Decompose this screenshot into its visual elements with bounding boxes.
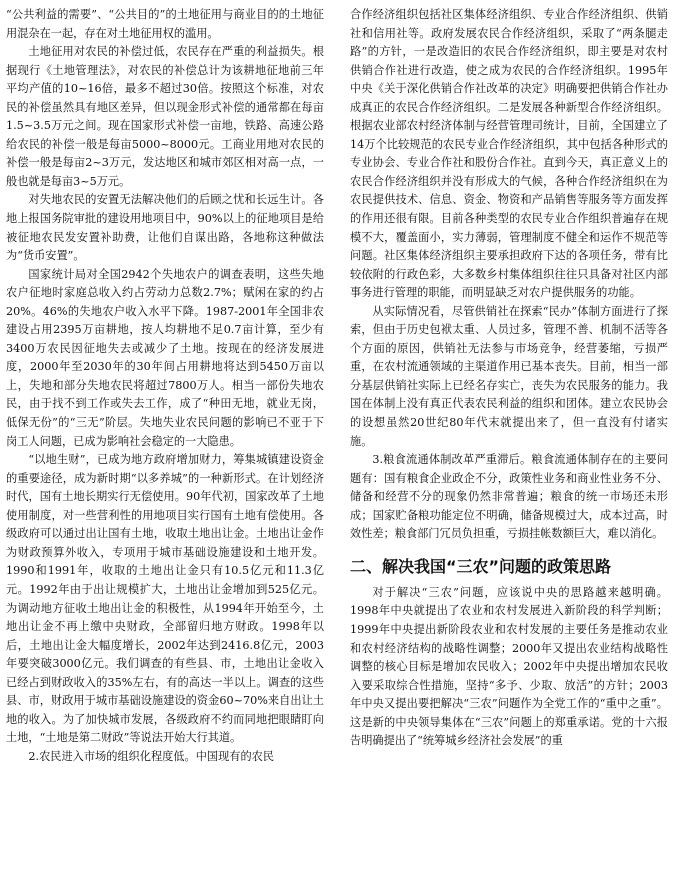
paragraph: 对失地农民的安置无法解决他们的后顾之忧和长远生计。各地上报国务院审批的建设用地项目中，90%以上的征地项目是给被征地农民发安置补助费，让他们自谋出路，各地称这种做法为“货币安置”。	[6, 193, 324, 263]
paragraph: 合作经济组织包括社区集体经济组织、专业合作经济组织、供销社和信用社等。政府发展农民合作经济组织，采取了“两条腿走路”的方针，一是改造旧的农民合作经济组织，即主要是对农村供销合作社进行改造，使之成为农民的合作经济组织。1995年中央《关于深化供销合作社改革的决定》明确要把供销合作社办成真正的农民合作经济组织。二是发展各种新型合作经济组织。根据农业部农村经济体制与经营管理司统计，目前，全国建立了14万个比较规范的农民专业合作经济组织，其中包括各种形式的专业协会、专业合作社和股份合作社。直到今天，真正意义上的农民合作经济组织并没有形成大的气候，各种合作经济组织在为农民提供技术、信息、资金、物资和产品销售等服务等方面发挥的作用还很有限。目前各种类型的农民专业合作组织普遍存在规模不大，覆盖面小，实力薄弱，管理制度不健全和运作不规范等问题。社区集体经济组织主要承担政府下达的各项任务，带有比较依附的行政色彩，大多数乡村集体组织往往只具备对社区内部事务进行管理的职能，而明显缺乏对农户提供服务的功能。	[350, 8, 668, 300]
paragraph: 土地征用对农民的补偿过低，农民存在严重的利益损失。根据现行《土地管理法》，对农民的补偿总计为该耕地征地前三年平均产值的10~16倍，最多不超过30倍。按照这个标准，对农民的补偿虽然具有地区差异，但以现金形式补偿的通常都在每亩1.5~3.5万元之间。现在国家形式补偿一亩地，铁路、高速公路给农民的补偿一般是每亩5000~8000元。工商业用地对农民的补偿一般是每亩2~3万元，发达地区和城市郊区相对高一点，一般也就是每亩3~5万元。	[6, 45, 324, 188]
section-heading: 二、解决我国“三农”问题的政策思路	[350, 556, 612, 576]
paragraph: 国家统计局对全国2942个失地农户的调查表明，这些失地农户征地时家庭总收入约占劳动力总数2.7%；赋闲在家的约占20%。46%的失地农户收入水平下降。1987-2001年全国非农建设占用2395万亩耕地，按人均耕地不足0.7亩计算，至少有3400万农民因征地失去或减少了土地。按现在的经济发展进度，2000年至2030年的30年间占用耕地将达到5450万亩以上，失地和部分失地农民将超过7800万人。相当一部份失地农民，由于找不到工作或失去工作，成了“种田无地，就业无岗，低保无份”的“三无”阶层。失地失业农民问题的影响已不亚于下岗工人问题，已成为影响社会稳定的一大隐患。	[6, 267, 324, 448]
paragraph: 2.农民进入市场的组织化程度低。中国现有的农民	[28, 749, 275, 763]
paragraph: 对于解决“三农”问题，应该说中央的思路越来越明确。1998年中央就提出了农业和农村发展进入新阶段的科学判断；1999年中央提出新阶段农业和农村发展的主要任务是推动农业和农村经济结构的战略性调整；2000年又提出农业结构战略性调整的核心目标是增加农民收入；2002年中央提出增加农民收入要采取综合性措施，坚持“多予、少取、放活”的方针；2003年中央又提出要把解决“三农”问题作为全党工作的“重中之重”。这是新的中央领导集体在“三农”问题上的郑重承诺。党的十六报告明确提出了“统筹城乡经济社会发展”的重	[350, 585, 668, 748]
right-column	[350, 6, 668, 751]
paragraph: 从实际情况看，尽管供销社在探索“民办”体制方面进行了探索，但由于历史包袱太重、人员过多，管理不善、机制不活等各个方面的原因，供销社无法参与市场竞争，经营萎缩，亏损严重，在农村流通领域的主渠道作用已基本丧失。目前，相当一部分基层供销社实际上已经名存实亡，丧失为农民服务的能力。我国在体制上没有真正代表农民利益的组织和团体。建立农民协会的设想虽然20世纪80年代末就提出来了，但一直没有付诸实施。	[350, 304, 668, 448]
paragraph: “公共利益的需要”、“公共目的”的土地征用与商业目的的土地征用混杂在一起，存在对土地征用权的滥用。	[6, 8, 324, 40]
paragraph: 3.粮食流通体制改革严重滞后。粮食流通体制存在的主要问题有：国有粮食企业政企不分，政策性业务和商业性业务不分、储备和经营不分的现象仍然非常普遍；粮食的统一市场还未形成；国家贮备粮功能定位不明确，储备规模过大，成本过高，时效性差；粮食部门冗员负担重，亏损挂帐数额巨大，难以消化。	[350, 453, 668, 541]
paragraph: “以地生财”，已成为地方政府增加财力，筹集城镇建设资金的重要途径，成为新时期“以多养城”的一种新形式。在计划经济时代，国有土地长期实行无偿使用。90年代初，国家改革了土地使用制度，对一些营利性的用地项目实行国有土地有偿使用。各级政府可以通过出让国有土地，收取土地出让金。土地出让金作为财政预算外收入，专项用于城市基础设施建设和土地开发。1990和1991年，收取的土地出让金只有10.5亿元和11.3亿元。1992年由于出让规模扩大，土地出让金增加到525亿元。为调动地方征收土地出让金的积极性，从1994年开始至今，土地出让金不再上缴中央财政，全部留归地方财政。1998年以后，土地出让金大幅度增长，2002年达到2416.8亿元，2003年要突破3000亿元。我们调查的有些县、市，土地出让金收入已经占到财政收入的35%左右，有的高达一半以上。调查的这些县、市，财政用于城市基础设施建设的资金60~70%来自出让土地的收入。为了加快城市发展，各级政府不约而同地把眼睛盯向土地，“土地是第二财政”等说法开始大行其道。	[6, 453, 324, 745]
left-column	[6, 6, 324, 766]
